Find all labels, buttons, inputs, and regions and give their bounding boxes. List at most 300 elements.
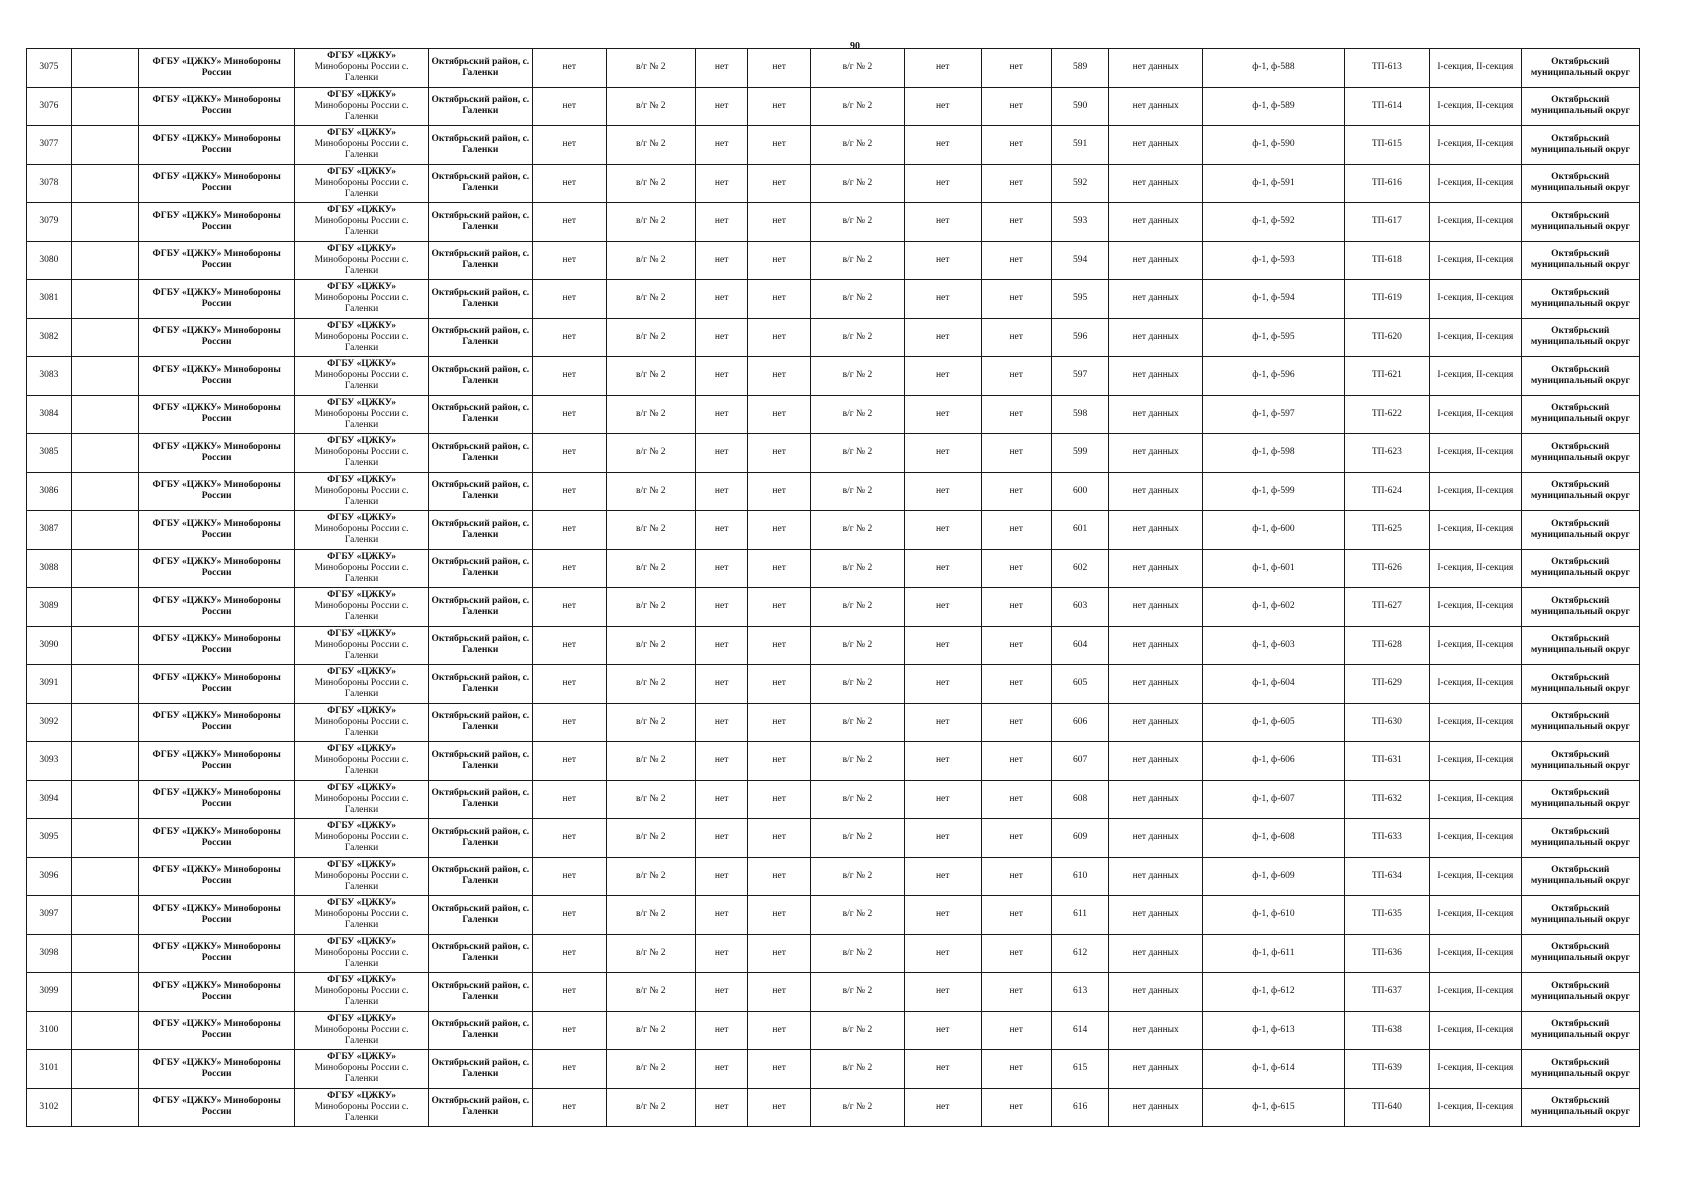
sections-text: I-секция, II-секция: [1437, 562, 1514, 573]
no-text: нет: [772, 485, 786, 496]
no-text: нет: [1009, 562, 1023, 573]
owner-text: ФГБУ «ЦЖКУ» Минобороны России: [152, 1057, 281, 1079]
no-data-cell: [1109, 896, 1203, 935]
row-id-cell: [27, 126, 72, 165]
address-cell: [428, 665, 532, 704]
holder-line1: ФГБУ «ЦЖКУ»: [327, 320, 396, 331]
number-text: 596: [1072, 331, 1088, 342]
sections-cell: [1430, 626, 1522, 665]
empty-cell: [71, 626, 138, 665]
no-cell: [904, 549, 981, 588]
feeder-cell: [1203, 203, 1345, 242]
no-cell: [696, 896, 748, 935]
holder-cell: [295, 1011, 428, 1050]
feeder-text: ф-1, ф-603: [1252, 639, 1295, 650]
no-text: нет: [714, 986, 729, 997]
address-cell: [428, 1011, 532, 1050]
holder-line2: Минобороны России с.: [314, 755, 409, 766]
owner-cell: [138, 126, 295, 165]
municipality-text: Октябрьский муниципальный округ: [1530, 1096, 1630, 1118]
water-text: в/г № 2: [842, 254, 873, 265]
no-text: нет: [562, 485, 576, 496]
feeder-cell: [1203, 1050, 1345, 1089]
no-text: нет: [562, 254, 576, 265]
no-text: нет: [562, 1063, 576, 1074]
no-cell: [533, 665, 607, 704]
no-text: нет: [935, 1024, 950, 1035]
holder-line1: ФГБУ «ЦЖКУ»: [327, 436, 396, 447]
no-text: нет: [1009, 62, 1023, 73]
number-cell: [1051, 164, 1109, 203]
municipality-text: Октябрьский муниципальный округ: [1530, 56, 1630, 78]
address-text: Октябрьский район, с. Галенки: [431, 865, 530, 887]
empty-cell: [71, 280, 138, 319]
no-data-cell: [1109, 1011, 1203, 1050]
municipality-cell: [1521, 87, 1639, 126]
tp-text: ТП-627: [1371, 601, 1402, 612]
no-cell: [981, 126, 1051, 165]
feeder-cell: [1203, 126, 1345, 165]
water-text: в/г № 2: [635, 254, 666, 265]
water-text: в/г № 2: [635, 331, 666, 342]
holder-line2: Минобороны России с.: [314, 909, 409, 920]
water-cell: [811, 857, 905, 896]
owner-cell: [138, 434, 295, 473]
no-cell: [981, 203, 1051, 242]
table-row: [27, 164, 1640, 203]
no-text: нет: [772, 216, 786, 227]
holder-line3: Галенки: [344, 689, 379, 700]
row-id: 3081: [39, 293, 59, 304]
holder-line3: Галенки: [344, 843, 379, 854]
holder-line1: ФГБУ «ЦЖКУ»: [327, 243, 396, 254]
no-cell: [981, 588, 1051, 627]
water-text: в/г № 2: [842, 639, 873, 650]
no-cell: [533, 49, 607, 88]
row-id: 3092: [39, 716, 59, 727]
table-row: [27, 626, 1640, 665]
no-cell: [533, 549, 607, 588]
tp-cell: [1344, 395, 1429, 434]
no-data-text: нет данных: [1132, 408, 1179, 419]
address-cell: [428, 203, 532, 242]
no-data-cell: [1109, 472, 1203, 511]
owner-text: ФГБУ «ЦЖКУ» Минобороны России: [152, 557, 281, 579]
owner-text: ФГБУ «ЦЖКУ» Минобороны России: [152, 403, 281, 425]
feeder-cell: [1203, 472, 1345, 511]
empty-cell: [71, 780, 138, 819]
water-text: в/г № 2: [842, 947, 873, 958]
no-data-text: нет данных: [1132, 1101, 1179, 1112]
no-text: нет: [935, 639, 950, 650]
sections-text: I-секция, II-секция: [1437, 870, 1514, 881]
holder-line1: ФГБУ «ЦЖКУ»: [327, 128, 396, 139]
number-text: 598: [1072, 408, 1088, 419]
feeder-text: ф-1, ф-593: [1252, 254, 1295, 265]
feeder-text: ф-1, ф-608: [1252, 832, 1295, 843]
municipality-text: Октябрьский муниципальный округ: [1530, 518, 1630, 540]
water-text: в/г № 2: [635, 100, 666, 111]
no-cell: [533, 241, 607, 280]
no-text: нет: [935, 62, 950, 73]
no-cell: [533, 434, 607, 473]
municipality-text: Октябрьский муниципальный округ: [1530, 364, 1630, 386]
water-text: в/г № 2: [842, 177, 873, 188]
tp-cell: [1344, 318, 1429, 357]
tp-cell: [1344, 780, 1429, 819]
no-cell: [748, 1011, 811, 1050]
no-cell: [696, 626, 748, 665]
holder-line1: ФГБУ «ЦЖКУ»: [327, 859, 396, 870]
no-text: нет: [714, 562, 729, 573]
row-id: 3078: [39, 177, 59, 188]
no-data-text: нет данных: [1132, 678, 1179, 689]
no-cell: [533, 780, 607, 819]
tp-cell: [1344, 1011, 1429, 1050]
no-cell: [981, 87, 1051, 126]
water-cell: [606, 472, 695, 511]
sections-cell: [1430, 588, 1522, 627]
no-cell: [904, 703, 981, 742]
row-id-cell: [27, 857, 72, 896]
address-text: Октябрьский район, с. Галенки: [431, 249, 530, 271]
owner-text: ФГБУ «ЦЖКУ» Минобороны России: [152, 364, 281, 386]
no-cell: [748, 780, 811, 819]
feeder-cell: [1203, 819, 1345, 858]
number-text: 592: [1072, 177, 1088, 188]
address-text: Октябрьский район, с. Галенки: [431, 56, 530, 78]
address-cell: [428, 87, 532, 126]
water-text: в/г № 2: [842, 370, 873, 381]
feeder-text: ф-1, ф-609: [1252, 870, 1295, 881]
holder-line3: Галенки: [344, 1112, 379, 1123]
empty-cell: [71, 434, 138, 473]
holder-line2: Минобороны России с.: [314, 678, 409, 689]
municipality-text: Октябрьский муниципальный округ: [1530, 749, 1630, 771]
address-text: Октябрьский район, с. Галенки: [431, 711, 530, 733]
sections-text: I-секция, II-секция: [1437, 408, 1514, 419]
no-data-text: нет данных: [1132, 524, 1179, 535]
water-cell: [606, 742, 695, 781]
sections-text: I-секция, II-секция: [1437, 832, 1514, 843]
feeder-text: ф-1, ф-591: [1252, 177, 1295, 188]
water-cell: [606, 1050, 695, 1089]
no-text: нет: [562, 986, 576, 997]
no-cell: [904, 49, 981, 88]
no-cell: [748, 588, 811, 627]
water-cell: [606, 819, 695, 858]
water-cell: [811, 280, 905, 319]
no-text: нет: [772, 293, 786, 304]
water-cell: [811, 1050, 905, 1089]
holder-cell: [295, 1088, 428, 1127]
no-text: нет: [562, 562, 576, 573]
feeder-cell: [1203, 588, 1345, 627]
no-text: нет: [562, 370, 576, 381]
feeder-text: ф-1, ф-605: [1252, 716, 1295, 727]
feeder-cell: [1203, 857, 1345, 896]
address-cell: [428, 934, 532, 973]
no-text: нет: [714, 909, 729, 920]
no-text: нет: [562, 947, 576, 958]
table-row: [27, 203, 1640, 242]
owner-text: ФГБУ «ЦЖКУ» Минобороны России: [152, 634, 281, 656]
no-text: нет: [935, 100, 950, 111]
no-cell: [696, 1011, 748, 1050]
no-cell: [904, 896, 981, 935]
number-text: 600: [1072, 485, 1088, 496]
table-row: [27, 241, 1640, 280]
water-text: в/г № 2: [635, 870, 666, 881]
no-cell: [981, 780, 1051, 819]
water-cell: [811, 703, 905, 742]
no-text: нет: [562, 447, 576, 458]
no-cell: [533, 87, 607, 126]
number-cell: [1051, 241, 1109, 280]
tp-text: ТП-636: [1371, 947, 1402, 958]
owner-cell: [138, 780, 295, 819]
sections-text: I-секция, II-секция: [1437, 216, 1514, 227]
table-row: [27, 1011, 1640, 1050]
no-text: нет: [714, 832, 729, 843]
no-cell: [981, 395, 1051, 434]
water-text: в/г № 2: [842, 793, 873, 804]
water-text: в/г № 2: [635, 1024, 666, 1035]
no-data-text: нет данных: [1132, 1063, 1179, 1074]
no-cell: [904, 665, 981, 704]
sections-cell: [1430, 203, 1522, 242]
number-cell: [1051, 203, 1109, 242]
no-cell: [696, 1088, 748, 1127]
no-cell: [904, 434, 981, 473]
sections-cell: [1430, 973, 1522, 1012]
municipality-text: Октябрьский муниципальный округ: [1530, 557, 1630, 579]
municipality-text: Октябрьский муниципальный округ: [1530, 133, 1630, 155]
tp-text: ТП-619: [1371, 293, 1402, 304]
no-cell: [981, 1088, 1051, 1127]
water-cell: [811, 318, 905, 357]
feeder-text: ф-1, ф-589: [1252, 100, 1295, 111]
owner-text: ФГБУ «ЦЖКУ» Минобороны России: [152, 56, 281, 78]
no-cell: [748, 126, 811, 165]
no-text: нет: [714, 293, 729, 304]
no-cell: [904, 1088, 981, 1127]
no-cell: [533, 1088, 607, 1127]
no-text: нет: [562, 408, 576, 419]
municipality-cell: [1521, 934, 1639, 973]
no-data-cell: [1109, 49, 1203, 88]
holder-line3: Галенки: [344, 150, 379, 161]
address-cell: [428, 434, 532, 473]
table-row: [27, 357, 1640, 396]
registry-table: [26, 48, 1640, 1127]
holder-cell: [295, 126, 428, 165]
holder-line1: ФГБУ «ЦЖКУ»: [327, 667, 396, 678]
holder-cell: [295, 280, 428, 319]
no-text: нет: [1009, 331, 1023, 342]
no-cell: [748, 357, 811, 396]
row-id-cell: [27, 1011, 72, 1050]
sections-text: I-секция, II-секция: [1437, 639, 1514, 650]
table-row: [27, 588, 1640, 627]
no-cell: [696, 241, 748, 280]
no-text: нет: [714, 100, 729, 111]
water-cell: [811, 434, 905, 473]
address-cell: [428, 1050, 532, 1089]
holder-line1: ФГБУ «ЦЖКУ»: [327, 359, 396, 370]
no-cell: [981, 896, 1051, 935]
feeder-cell: [1203, 434, 1345, 473]
no-cell: [904, 819, 981, 858]
municipality-cell: [1521, 703, 1639, 742]
sections-text: I-секция, II-секция: [1437, 755, 1514, 766]
empty-cell: [71, 819, 138, 858]
address-text: Октябрьский район, с. Галенки: [431, 749, 530, 771]
sections-text: I-секция, II-секция: [1437, 909, 1514, 920]
municipality-text: Октябрьский муниципальный округ: [1530, 1019, 1630, 1041]
no-text: нет: [772, 793, 786, 804]
no-text: нет: [1009, 254, 1023, 265]
water-text: в/г № 2: [842, 485, 873, 496]
no-cell: [748, 896, 811, 935]
holder-line3: Галенки: [344, 920, 379, 931]
number-text: 594: [1072, 254, 1088, 265]
holder-line1: ФГБУ «ЦЖКУ»: [327, 166, 396, 177]
table-row: [27, 973, 1640, 1012]
no-cell: [748, 203, 811, 242]
sections-text: I-секция, II-секция: [1437, 177, 1514, 188]
holder-cell: [295, 472, 428, 511]
address-cell: [428, 973, 532, 1012]
row-id-cell: [27, 626, 72, 665]
row-id: 3075: [39, 62, 59, 73]
no-cell: [904, 472, 981, 511]
water-cell: [606, 49, 695, 88]
address-text: Октябрьский район, с. Галенки: [431, 1057, 530, 1079]
no-text: нет: [935, 139, 950, 150]
water-text: в/г № 2: [842, 216, 873, 227]
no-cell: [904, 588, 981, 627]
no-text: нет: [935, 1101, 950, 1112]
municipality-text: Октябрьский муниципальный округ: [1530, 711, 1630, 733]
feeder-cell: [1203, 703, 1345, 742]
no-data-cell: [1109, 588, 1203, 627]
sections-cell: [1430, 934, 1522, 973]
water-text: в/г № 2: [635, 986, 666, 997]
no-cell: [533, 626, 607, 665]
no-data-text: нет данных: [1132, 755, 1179, 766]
no-text: нет: [772, 947, 786, 958]
number-cell: [1051, 819, 1109, 858]
row-id-cell: [27, 819, 72, 858]
holder-cell: [295, 241, 428, 280]
no-text: нет: [714, 793, 729, 804]
tp-cell: [1344, 357, 1429, 396]
feeder-text: ф-1, ф-602: [1252, 601, 1295, 612]
no-text: нет: [935, 986, 950, 997]
holder-line2: Минобороны России с.: [314, 1101, 409, 1112]
no-text: нет: [935, 947, 950, 958]
sections-text: I-секция, II-секция: [1437, 716, 1514, 727]
holder-line2: Минобороны России с.: [314, 601, 409, 612]
number-text: 615: [1072, 1063, 1088, 1074]
no-cell: [748, 857, 811, 896]
tp-text: ТП-615: [1371, 139, 1402, 150]
holder-line3: Галенки: [344, 265, 379, 276]
water-text: в/г № 2: [635, 947, 666, 958]
row-id-cell: [27, 742, 72, 781]
sections-cell: [1430, 241, 1522, 280]
water-text: в/г № 2: [635, 408, 666, 419]
no-text: нет: [714, 947, 729, 958]
no-data-text: нет данных: [1132, 370, 1179, 381]
row-id-cell: [27, 665, 72, 704]
tp-text: ТП-638: [1371, 1024, 1402, 1035]
feeder-text: ф-1, ф-604: [1252, 678, 1295, 689]
tp-text: ТП-613: [1371, 62, 1402, 73]
holder-line3: Галенки: [344, 612, 379, 623]
no-cell: [533, 896, 607, 935]
number-cell: [1051, 318, 1109, 357]
no-cell: [748, 934, 811, 973]
address-cell: [428, 511, 532, 550]
water-cell: [606, 626, 695, 665]
empty-cell: [71, 896, 138, 935]
water-cell: [606, 203, 695, 242]
municipality-cell: [1521, 549, 1639, 588]
water-text: в/г № 2: [842, 100, 873, 111]
no-data-text: нет данных: [1132, 177, 1179, 188]
no-text: нет: [562, 331, 576, 342]
no-text: нет: [1009, 485, 1023, 496]
sections-cell: [1430, 1011, 1522, 1050]
holder-line1: ФГБУ «ЦЖКУ»: [327, 975, 396, 986]
no-data-cell: [1109, 742, 1203, 781]
no-cell: [904, 203, 981, 242]
number-text: 595: [1072, 293, 1088, 304]
row-id-cell: [27, 973, 72, 1012]
number-text: 597: [1072, 370, 1088, 381]
empty-cell: [71, 1011, 138, 1050]
empty-cell: [71, 934, 138, 973]
no-text: нет: [562, 716, 576, 727]
holder-line3: Галенки: [344, 1035, 379, 1046]
holder-line3: Галенки: [344, 458, 379, 469]
tp-text: ТП-632: [1371, 793, 1402, 804]
owner-cell: [138, 1050, 295, 1089]
tp-cell: [1344, 703, 1429, 742]
tp-cell: [1344, 742, 1429, 781]
address-text: Октябрьский район, с. Галенки: [431, 1019, 530, 1041]
owner-cell: [138, 1088, 295, 1127]
water-cell: [606, 357, 695, 396]
sections-cell: [1430, 318, 1522, 357]
municipality-text: Октябрьский муниципальный округ: [1530, 903, 1630, 925]
empty-cell: [71, 87, 138, 126]
empty-cell: [71, 203, 138, 242]
tp-text: ТП-623: [1371, 447, 1402, 458]
no-cell: [748, 1050, 811, 1089]
holder-line1: ФГБУ «ЦЖКУ»: [327, 282, 396, 293]
row-id-cell: [27, 549, 72, 588]
feeder-cell: [1203, 780, 1345, 819]
water-cell: [606, 511, 695, 550]
no-text: нет: [562, 832, 576, 843]
number-text: 605: [1072, 678, 1088, 689]
no-cell: [696, 395, 748, 434]
feeder-text: ф-1, ф-606: [1252, 755, 1295, 766]
no-cell: [696, 973, 748, 1012]
